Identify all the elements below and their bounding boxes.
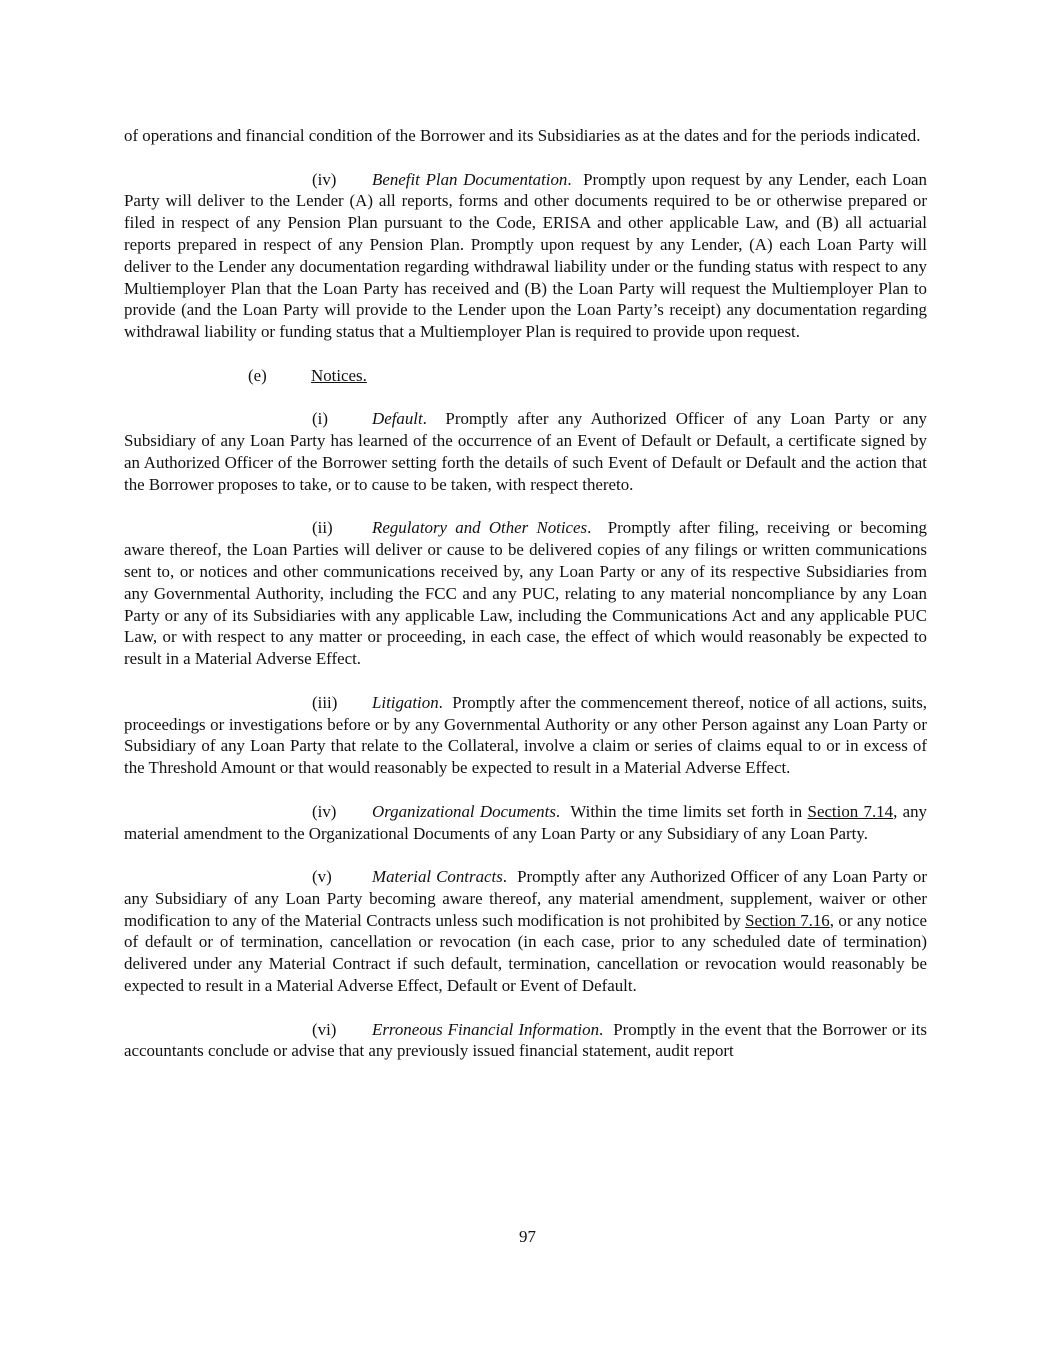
litigation-text: Promptly after the commencement thereof, notice of all actions, suits, proceedings or investigations before or by any Governmental Authority or any other Person against any Loan Party or Subsidiary of any Loan Party that relate to the Collateral, involve a claim or series of claims equal to or in excess of the Threshold Amount or that would reasonably be expected to result in a Material Adverse Effect. — [124, 692, 928, 778]
benefit-plan-number: (iv) — [312, 169, 337, 189]
erroneous-paragraph: (vi) Erroneous Financial Information. Promptly in the event that the Borrower or its accountants conclude or advise that any previously issued financial statement, audit report — [124, 1019, 927, 1061]
regulatory-heading: Regulatory and Other Notices — [372, 518, 588, 538]
organizational-number: (iv) — [312, 801, 337, 821]
organizational-heading: Organizational Documents — [372, 801, 556, 821]
regulatory-paragraph: (ii) Regulatory and Other Notices. Promptly after filing, receiving or becoming aware thereof, the Loan Parties will deliver or cause to be delivered copies of any filings or written communications sent to, or notices and other communications received by, any Loan Party or any of its respective Subsidiaries from any Governmental Authority, including the FCC and any PUC, relating to any material noncompliance by any Loan Party or any of its Subsidiaries with any applicable Law, including the Communications Act and any applicable PUC Law, or with respect to any matter or proceeding, in each case, the effect of which would reasonably be expected to result in a Material Adverse Effect. — [124, 518, 927, 669]
material-contracts-heading: Material Contracts — [372, 867, 503, 887]
regulatory-number: (ii) — [312, 518, 333, 538]
intro-paragraph — [124, 125, 927, 147]
organizational-text-post: , any material amendment to the Organizational Documents of any Loan Party or any Subsidiary of any Loan Party. — [124, 801, 927, 843]
litigation-number: (iii) — [312, 692, 338, 712]
litigation-paragraph: (iii) Litigation. Promptly after the commencement thereof, notice of all actions, suits, proceedings or investigations before or by any Governmental Authority or any other Person against any Loan Party or Subsidiary of any Loan Party that relate to the Collateral, involve a claim or series of claims equal to or in excess of the Threshold Amount or that would reasonably be expected to result in a Material Adverse Effect. — [124, 692, 928, 778]
erroneous-text: Promptly in the event that the Borrower or its accountants conclude or advise that any previously issued financial statement, audit report — [124, 1019, 927, 1061]
page-number: 97 — [519, 1227, 536, 1246]
benefit-plan-heading: Benefit Plan Documentation — [372, 169, 568, 189]
default-text: Promptly after any Authorized Officer of any Loan Party or any Subsidiary of any Loan Party has learned of the occurrence of an Event of Default or Default, a certificate signed by an Authorized Officer of the Borrower setting forth the details of such Event of Default or Default and the action that the Borrower proposes to take, or to cause to be taken, with respect thereto. — [124, 409, 927, 494]
notices-number: (e) — [248, 365, 267, 385]
litigation-heading: Litigation — [372, 692, 439, 712]
intro-text: of operations and financial condition of the Borrower and its Subsidiaries as at the dates and for the periods indicated. — [124, 126, 921, 145]
organizational-paragraph: (iv) Organizational Documents. Within the time limits set forth in Section 7.14, any material amendment to the Organizational Documents of any Loan Party or any Subsidiary of any Loan Party. — [124, 801, 927, 843]
default-paragraph: (i) Default. Promptly after any Authorized Officer of any Loan Party or any Subsidiary of any Loan Party has learned of the occurrence of an Event of Default or Default, a certificate signed by an Authorized Officer of the Borrower setting forth the details of such Event of Default or Default and the action that the Borrower proposes to take, or to cause to be taken, with respect thereto. — [124, 409, 927, 494]
erroneous-number: (vi) — [312, 1019, 337, 1039]
erroneous-heading: Erroneous Financial Information — [372, 1019, 600, 1039]
benefit-plan-text: Promptly upon request by any Lender, each Loan Party will deliver to the Lender (A) all reports, forms and other documents required to be or otherwise prepared or filed in respect of any Pension Plan pursuant to the Code, ERISA and other applicable Law, and (B) all actuarial reports prepared in respect of any Pension Plan. Promptly upon request by any Lender, (A) each Loan Party will deliver to the Lender any documentation regarding withdrawal liability under or the funding status with respect to any Multiemployer Plan that the Loan Party has received and (B) the Loan Party will request the Multiemployer Plan to provide (and the Loan Party will provide to the Lender upon the Loan Party’s receipt) any documentation regarding withdrawal liability or funding status that a Multiemployer Plan is required to provide upon request. — [124, 169, 927, 342]
section-7-16-reference: Section 7.16 — [745, 910, 830, 930]
material-contracts-paragraph: (v) Material Contracts. Promptly after any Authorized Officer of any Loan Party or any Subsidiary of any Loan Party becoming aware thereof, any material amendment, supplement, waiver or other modification to any of the Material Contracts unless such modification is not prohibited by Section 7.16, or any notice of default or of termination, cancellation or revocation (in each case, prior to any scheduled date of termination) delivered under any Material Contract if such default, termination, cancellation or revocation would reasonably be expected to result in a Material Adverse Effect, Default or Event of Default. — [124, 867, 927, 996]
material-contracts-text-post: , or any notice of default or of termination, cancellation or revocation (in each case, prior to any scheduled date of termination) delivered under any Material Contract if such default, termination, cancellation or revocation would reasonably be expected to result in a Material Adverse Effect, Default or Event of Default. — [124, 910, 927, 996]
regulatory-text: Promptly after filing, receiving or becoming aware thereof, the Loan Parties will deliver or cause to be delivered copies of any filings or written communications sent to, or notices and other communications received by, any Loan Party or any of its respective Subsidiaries from any Governmental Authority, including the FCC and any PUC, relating to any material noncompliance by any Loan Party or any of its Subsidiaries with any applicable Law, including the Communications Act and any applicable PUC Law, or with respect to any matter or proceeding, in each case, the effect of which would reasonably be expected to result in a Material Adverse Effect. — [124, 518, 927, 669]
material-contracts-text-pre: Promptly after any Authorized Officer of any Loan Party or any Subsidiary of any Loan Party becoming aware thereof, any material amendment, supplement, waiver or other modification to any of the Material Contracts unless such modification is not prohibited by — [124, 867, 927, 930]
benefit-plan-paragraph: (iv) Benefit Plan Documentation. Promptly upon request by any Lender, each Loan Party will deliver to the Lender (A) all reports, forms and other documents required to be or otherwise prepared or filed in respect of any Pension Plan pursuant to the Code, ERISA and other applicable Law, and (B) all actuarial reports prepared in respect of any Pension Plan. Promptly upon request by any Lender, (A) each Loan Party will deliver to the Lender any documentation regarding withdrawal liability under or the funding status with respect to any Multiemployer Plan that the Loan Party has received and (B) the Loan Party will request the Multiemployer Plan to provide (and the Loan Party will provide to the Lender upon the Loan Party’s receipt) any documentation regarding withdrawal liability or funding status that a Multiemployer Plan is required to provide upon request. — [124, 169, 927, 342]
default-heading: Default — [372, 409, 423, 429]
document-body — [124, 125, 927, 1062]
notices-heading-line — [124, 365, 927, 387]
section-7-14-reference: Section 7.14 — [807, 801, 894, 821]
material-contracts-number: (v) — [312, 867, 332, 887]
organizational-text-pre: Within the time limits set forth in — [570, 801, 803, 821]
default-number: (i) — [312, 409, 328, 429]
notices-heading: Notices. — [311, 365, 367, 385]
